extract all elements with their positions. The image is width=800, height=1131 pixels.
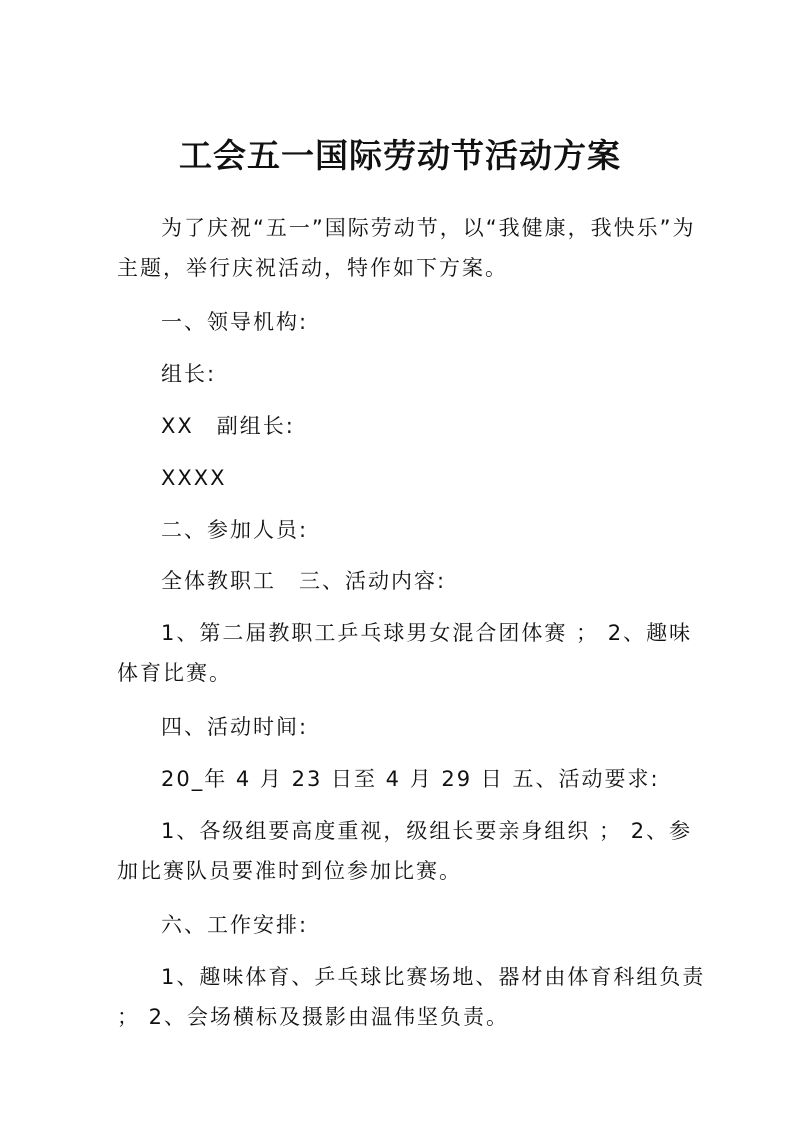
section-heading-arrangement: 六、工作安排: — [161, 913, 309, 937]
participants-and-content-heading: 全体教职工 三、活动内容: — [161, 569, 447, 593]
time-and-requirements-heading: 20_年 4 月 23 日至 4 月 29 日 五、活动要求: — [161, 767, 660, 791]
section-heading-leadership: 一、领导机构: — [161, 310, 309, 334]
requirements-paragraph: 1、各级组要高度重视，级组长要亲身组织 ； 2、参加比赛队员要准时到位参加比赛。 — [117, 819, 693, 883]
leader-label: 组长: — [161, 362, 217, 386]
document-title: 工会五一国际劳动节活动方案 — [179, 136, 621, 175]
section-heading-participants: 二、参加人员: — [161, 518, 309, 542]
intro-paragraph: 为了庆祝“五一”国际劳动节，以“我健康，我快乐”为主题，举行庆祝活动，特作如下方案。 — [117, 216, 696, 280]
section-heading-time: 四、活动时间: — [161, 715, 309, 739]
arrangement-paragraph: 1、趣味体育、乒乓球比赛场地、器材由体育科组负责 ； 2、会场横标及摄影由温伟坚负责。 — [117, 965, 706, 1029]
leader-names: XXXX — [161, 466, 227, 490]
activity-content-paragraph: 1、第二届教职工乒乓球男女混合团体赛 ； 2、趣味体育比赛。 — [117, 621, 693, 685]
deputy-leader-line: XX 副组长: — [161, 414, 295, 438]
